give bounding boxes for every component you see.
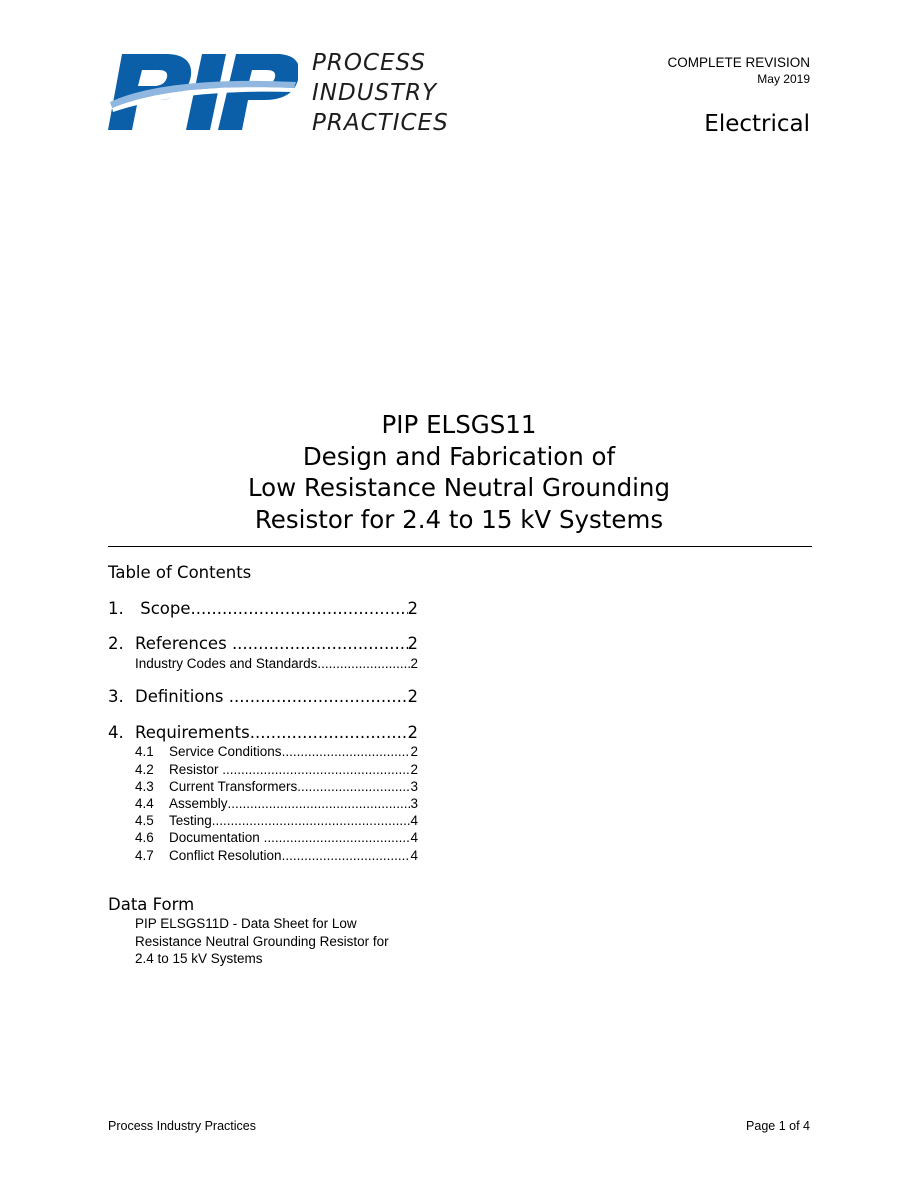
revision-label: COMPLETE REVISION bbox=[667, 55, 810, 70]
toc-leader bbox=[191, 599, 408, 618]
toc-label: Assembly bbox=[169, 796, 228, 811]
toc-leader bbox=[297, 779, 410, 794]
toc-subentry[interactable] bbox=[108, 656, 418, 671]
footer-page-number: Page 1 of 4 bbox=[746, 1119, 810, 1133]
revision-date: May 2019 bbox=[757, 72, 810, 86]
toc-subentry[interactable] bbox=[108, 744, 418, 759]
toc-page: 4 bbox=[410, 830, 418, 845]
toc-leader bbox=[264, 830, 411, 845]
toc-label: Definitions bbox=[135, 687, 229, 706]
title-divider bbox=[108, 546, 812, 547]
toc-entry[interactable] bbox=[108, 723, 418, 742]
toc-number: 4.6 bbox=[135, 830, 154, 845]
toc-page: 2 bbox=[407, 687, 418, 706]
toc-number: 2. bbox=[108, 634, 124, 653]
toc-leader bbox=[212, 813, 411, 828]
toc-leader bbox=[282, 744, 411, 759]
logo-text-process: PROCESS bbox=[312, 50, 426, 76]
toc-label: Scope bbox=[135, 599, 191, 618]
toc-entry[interactable] bbox=[108, 687, 418, 706]
title-line: Design and Fabrication of bbox=[302, 441, 616, 471]
toc-number: 1. bbox=[108, 599, 124, 618]
toc-label: Service Conditions bbox=[169, 744, 282, 759]
toc-page: 2 bbox=[407, 723, 418, 742]
toc-number: 4. bbox=[108, 723, 124, 742]
toc-leader bbox=[250, 723, 408, 742]
discipline-label: Electrical bbox=[704, 111, 810, 137]
toc-subentry[interactable] bbox=[108, 848, 418, 863]
data-form-entry[interactable] bbox=[135, 915, 435, 968]
toc-page: 2 bbox=[407, 634, 418, 653]
logo-text-industry: INDUSTRY bbox=[312, 80, 438, 106]
toc-label: Requirements bbox=[135, 723, 250, 742]
toc-number: 4.3 bbox=[135, 779, 154, 794]
toc-page: 3 bbox=[410, 779, 418, 794]
toc-label: Testing bbox=[169, 813, 212, 828]
toc-subentry[interactable] bbox=[108, 830, 418, 845]
toc-number: 4.5 bbox=[135, 813, 154, 828]
toc-leader bbox=[222, 762, 410, 777]
toc-leader bbox=[229, 687, 408, 706]
title-line: PIP ELSGS11 bbox=[381, 410, 537, 439]
toc-page: 4 bbox=[410, 813, 418, 828]
data-form-line: Resistance Neutral Grounding Resistor for bbox=[135, 933, 389, 949]
toc-leader bbox=[282, 848, 411, 863]
pip-logo-mark bbox=[108, 50, 298, 134]
toc-page: 4 bbox=[410, 848, 418, 863]
logo-text-practices: PRACTICES bbox=[312, 110, 449, 136]
toc-number: 3. bbox=[108, 687, 124, 706]
toc-label: Resistor bbox=[169, 762, 223, 777]
toc-leader bbox=[232, 634, 408, 653]
title-line: Resistor for 2.4 to 15 kV Systems bbox=[254, 504, 664, 534]
toc-page: 3 bbox=[410, 796, 418, 811]
footer-organization: Process Industry Practices bbox=[108, 1119, 256, 1133]
toc-page: 2 bbox=[410, 762, 418, 777]
data-form-line: PIP ELSGS11D - Data Sheet for Low bbox=[135, 916, 357, 931]
toc-subentry[interactable] bbox=[108, 779, 418, 794]
toc-label: Documentation bbox=[169, 830, 264, 845]
toc-subentry[interactable] bbox=[108, 813, 418, 828]
toc-label: Industry Codes and Standards bbox=[135, 656, 318, 671]
toc-label: References bbox=[135, 634, 232, 653]
document-title bbox=[108, 409, 810, 535]
toc-page: 2 bbox=[407, 599, 418, 618]
toc-number: 4.2 bbox=[135, 762, 154, 777]
toc-subentry[interactable] bbox=[108, 796, 418, 811]
toc-leader bbox=[317, 656, 410, 671]
toc-number: 4.4 bbox=[135, 796, 154, 811]
data-form-line: 2.4 to 15 kV Systems bbox=[135, 951, 263, 966]
toc-entry[interactable] bbox=[108, 634, 418, 653]
toc-subentry[interactable] bbox=[108, 762, 418, 777]
toc-heading: Table of Contents bbox=[108, 563, 252, 582]
toc-page: 2 bbox=[410, 744, 418, 759]
data-form-heading: Data Form bbox=[108, 895, 195, 914]
toc-entry[interactable] bbox=[108, 599, 418, 618]
toc-label: Conflict Resolution bbox=[169, 848, 282, 863]
toc-page: 2 bbox=[410, 656, 418, 671]
toc-number: 4.7 bbox=[135, 848, 154, 863]
toc-number: 4.1 bbox=[135, 744, 154, 759]
toc-leader bbox=[228, 796, 411, 811]
title-line: Low Resistance Neutral Grounding bbox=[247, 473, 671, 502]
toc-label: Current Transformers bbox=[169, 779, 298, 794]
